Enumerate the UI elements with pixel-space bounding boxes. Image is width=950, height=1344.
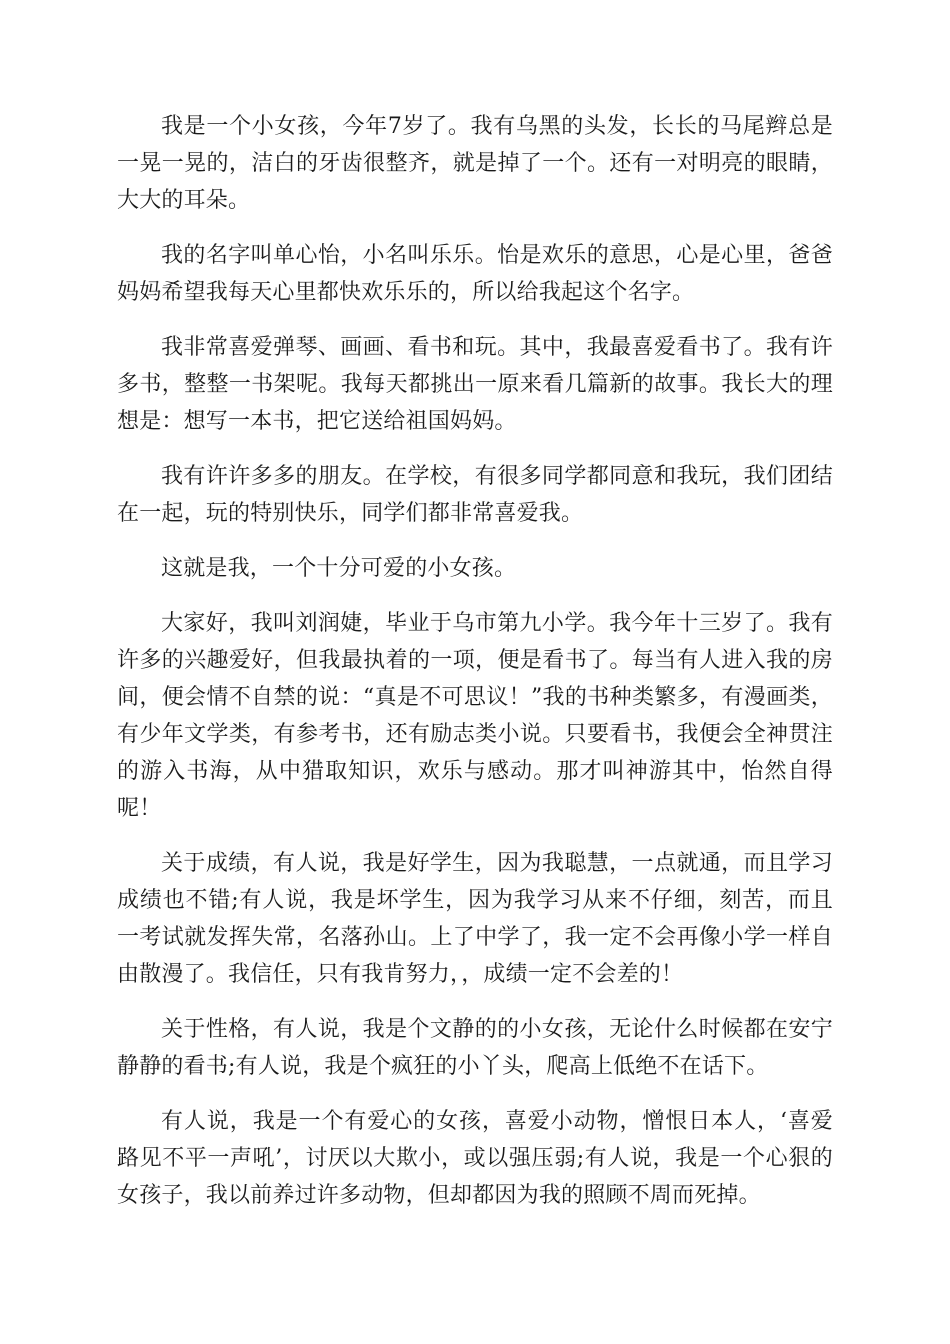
paragraph-7: 关于成绩，有人说，我是好学生，因为我聪慧，一点就通，而且学习成绩也不错;有人说，我是坏学生，因为我学习从来不仔细，刻苦，而且一考试就发挥失常，名落孙山。上了中学了，我一定不会再像小学一样自由散漫了。我信任，只有我肯努力，，成绩一定不会差的！ [117, 851, 833, 987]
paragraph-6: 大家好，我叫刘润婕，毕业于乌市第九小学。我今年十三岁了。我有许多的兴趣爱好，但我最执着的一项，便是看书了。每当有人进入我的房间，便会情不自禁的说：“真是不可思议！”我的书种类繁多，有漫画类，有少年文学类，有参考书，还有励志类小说。只要看书，我便会全神贯注的游入书海，从中猎取知识，欢乐与感动。那才叫神游其中，怡然自得呢！ [117, 611, 833, 821]
document-body [117, 108, 833, 1232]
paragraph-8: 关于性格，有人说，我是个文静的的小女孩，无论什么时候都在安宁静静的看书;有人说，我是个疯狂的小丫头，爬高上低绝不在话下。 [117, 1017, 833, 1079]
paragraph-4: 我有许许多多的朋友。在学校，有很多同学都同意和我玩，我们团结在一起，玩的特别快乐，同学们都非常喜爱我。 [117, 464, 833, 526]
paragraph-5: 这就是我，一个十分可爱的小女孩。 [161, 556, 517, 581]
paragraph-3: 我非常喜爱弹琴、画画、看书和玩。其中，我最喜爱看书了。我有许多书，整整一书架呢。我每天都挑出一原来看几篇新的故事。我长大的理想是：想写一本书，把它送给祖国妈妈。 [117, 335, 833, 434]
paragraph-9: 有人说，我是一个有爱心的女孩，喜爱小动物，憎恨日本人，‘喜爱路见不平一声吼’，讨厌以大欺小，或以强压弱;有人说，我是一个心狠的女孩子，我以前养过许多动物，但却都因为我的照顾不周而死掉。 [117, 1109, 833, 1208]
paragraph-1: 我是一个小女孩，今年7岁了。我有乌黑的头发，长长的马尾辫总是一晃一晃的，洁白的牙齿很整齐，就是掉了一个。还有一对明亮的眼睛，大大的耳朵。 [117, 114, 833, 213]
paragraph-2: 我的名字叫单心怡，小名叫乐乐。怡是欢乐的意思，心是心里，爸爸妈妈希望我每天心里都快欢乐乐的，所以给我起这个名字。 [117, 243, 833, 305]
